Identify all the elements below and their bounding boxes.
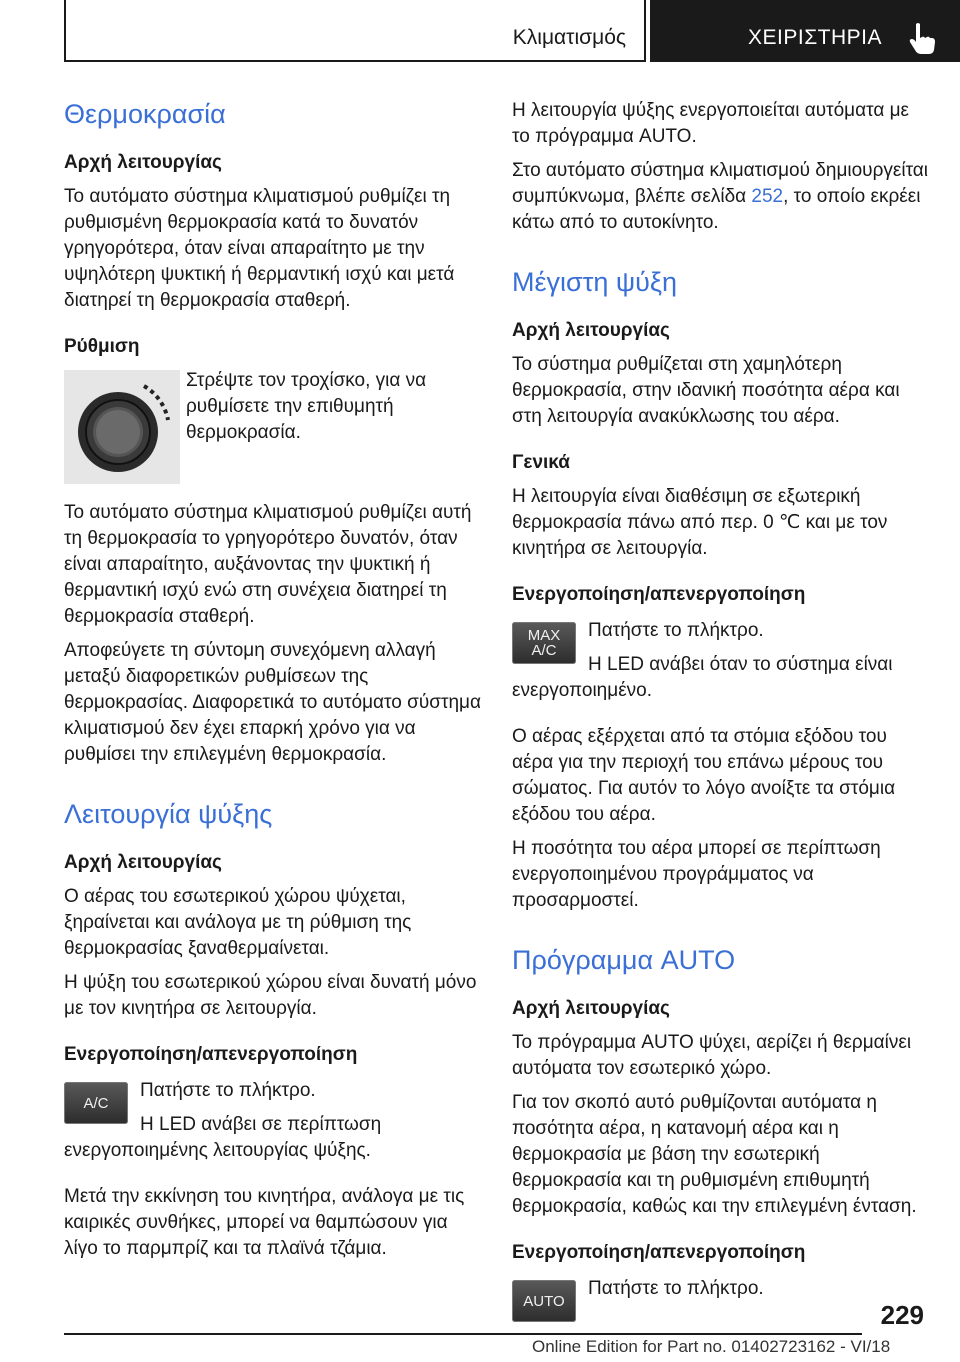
max-ac-button-row <box>512 618 930 704</box>
left-column <box>64 98 482 1262</box>
heading-cooling: Λειτουργία ψύξης <box>64 799 273 829</box>
footer-divider <box>64 1333 862 1335</box>
page-number: 229 <box>880 1300 924 1330</box>
heading-max-cooling: Μέγιστη ψύξη <box>512 267 677 297</box>
auto-button-row <box>512 1276 930 1324</box>
paragraph: Το αυτόματο σύστημα κλιματισμού ρυθμίζει αυτή τη θερμοκρασία το γρηγορότερο δυνατόν, όταν είναι απαραίτητο, αυξάνοντας την ψυκτική ή θερμαντική ισχύ ενώ στη συνέχεια διατηρεί τη θερμοκρασία σταθερή. <box>64 502 472 627</box>
text-span: Στο αυτόματο σύστημα κλιματισμού δημιουργείται συμπύκνωμα, βλέπε σελίδα <box>512 160 929 207</box>
subheading-activation: Ενεργοποίηση/απενεργοποίηση <box>64 1044 358 1065</box>
button-label-line: A/C <box>531 642 557 659</box>
paragraph: Ο αέρας του εσωτερικού χώρου ψύχεται, ξηραίνεται και ανάλογα με τη ρύθμιση της θερμοκρασίας ξαναθερμαίνεται. <box>64 886 412 959</box>
knob-figure-row <box>64 368 482 486</box>
subheading-principle: Αρχή λειτουργίας <box>512 998 670 1019</box>
subheading-principle: Αρχή λειτουργίας <box>512 320 670 341</box>
paragraph: Πατήστε το πλήκτρο. <box>140 1080 316 1101</box>
subheading-principle: Αρχή λειτουργίας <box>64 852 222 873</box>
subheading-setting: Ρύθμιση <box>64 336 140 357</box>
rotary-knob-icon <box>64 370 180 484</box>
hand-pointer-icon <box>904 20 940 56</box>
footer-edition: Online Edition for Part no. 01402723162 - VI/18 <box>532 1337 891 1356</box>
page-reference-link[interactable]: 252 <box>751 186 784 207</box>
right-column <box>512 98 930 1324</box>
paragraph: Η ψύξη του εσωτερικού χώρου είναι δυνατή μόνο με τον κινητήρα σε λειτουργία. <box>64 972 477 1019</box>
paragraph: Για τον σκοπό αυτό ρυθμίζονται αυτόματα η ποσότητα αέρα, η κατανομή αέρα και η θερμοκρασία με βάση την εσωτερική θερμοκρασία και τη ρυθμισμένη επιθυμητή θερμοκρασία, καθώς και την επιλεγμένη ένταση. <box>512 1092 917 1217</box>
header-chapter-box <box>650 0 960 62</box>
paragraph: Πατήστε το πλήκτρο. <box>588 620 764 641</box>
heading-temperature: Θερμοκρασία <box>64 99 226 129</box>
text-span: , το οποίο εκρέει κάτω από το αυτοκίνητο. <box>512 186 921 233</box>
led-text: Η LED ανάβει σε περίπτωση ενεργοποιημένης λειτουργίας ψύξης. <box>64 1114 382 1161</box>
paragraph: Στρέψτε τον τροχίσκο, για να ρυθμίσετε την επιθυμητή θερμοκρασία. <box>186 370 427 443</box>
paragraph: Η λειτουργία είναι διαθέσιμη σε εξωτερική θερμοκρασία πάνω από περ. 0 ℃ και με τον κινητήρα σε λειτουργία. <box>512 486 888 559</box>
paragraph: Ο αέρας εξέρχεται από τα στόμια εξόδου του αέρα για την περιοχή του επάνω μέρους του σώματος. Για αυτόν το λόγο ανοίξτε τα στόμια εξόδου του αέρα. <box>512 726 896 825</box>
subheading-activation: Ενεργοποίηση/απενεργοποίηση <box>512 1242 806 1263</box>
paragraph: Μετά την εκκίνηση του κινητήρα, ανάλογα με τις καιρικές συνθήκες, μπορεί να θαμπώσουν για λίγο το παρμπρίζ και τα πλαϊνά τζάμια. <box>64 1186 465 1259</box>
paragraph <box>512 158 930 236</box>
max-ac-button-image <box>512 622 576 664</box>
paragraph: Η λειτουργία ψύξης ενεργοποιείται αυτόματα με το πρόγραμμα AUTO. <box>512 100 910 147</box>
heading-auto-program: Πρόγραμμα AUTO <box>512 945 736 975</box>
paragraph: Πατήστε το πλήκτρο. <box>588 1278 764 1299</box>
subheading-general: Γενικά <box>512 452 570 473</box>
button-label-line: MAX <box>527 627 561 644</box>
subheading-activation: Ενεργοποίηση/απενεργοποίηση <box>512 584 806 605</box>
paragraph: Το πρόγραμμα AUTO ψύχει, αερίζει ή θερμαίνει αυτόματα τον εσωτερικό χώρο. <box>512 1032 912 1079</box>
subheading-principle: Αρχή λειτουργίας <box>64 152 222 173</box>
paragraph: Το αυτόματο σύστημα κλιματισμού ρυθμίζει τη ρυθμισμένη θερμοκρασία κατά το δυνατόν γρηγορότερα, όταν είναι απαραίτητο με την υψηλότερη ψυκτική ή θερμαντική ισχύ και μετά διατηρεί τη θερμοκρασία σταθερή. <box>64 186 455 311</box>
led-text: Η LED ανάβει όταν το σύστημα είναι ενεργοποιημένο. <box>512 654 893 701</box>
header-chapter-title: ΧΕΙΡΙΣΤΗΡΙΑ <box>748 26 883 49</box>
page-header <box>64 0 960 64</box>
ac-button-image: A/C <box>64 1082 128 1124</box>
paragraph: Η ποσότητα του αέρα μπορεί σε περίπτωση ενεργοποιημένου προγράμματος να προσαρμοστεί. <box>512 838 881 911</box>
auto-button-image: AUTO <box>512 1280 576 1322</box>
header-section-title: Κλιματισμός <box>512 26 626 49</box>
paragraph: Αποφεύγετε τη σύντομη συνεχόμενη αλλαγή μεταξύ διαφορετικών ρυθμίσεων της θερμοκρασίας. Διαφορετικά το αυτόματο σύστημα κλιματισμού δεν έχει επαρκή χρόνο για να ρυθμίσει την επιλεγμένη θερμοκρασία. <box>64 640 481 765</box>
ac-button-row <box>64 1078 482 1164</box>
paragraph: Το σύστημα ρυθμίζεται στη χαμηλότερη θερμοκρασία, στην ιδανική ποσότητα αέρα και στη λειτουργία ανακύκλωσης του αέρα. <box>512 354 900 427</box>
header-section-box <box>64 0 646 62</box>
